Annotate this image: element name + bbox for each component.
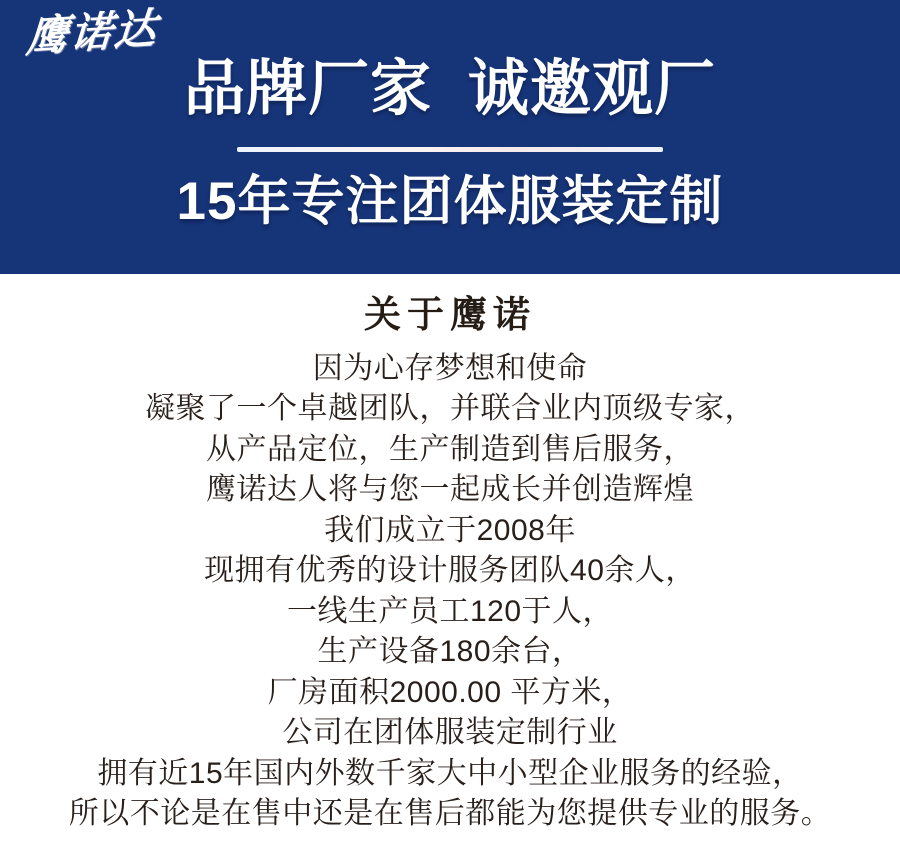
about-line: 一线生产员工120于人， <box>286 594 614 628</box>
about-line: 我们成立于2008年 <box>324 513 576 547</box>
title-divider <box>237 147 663 152</box>
about-heading: 关于鹰诺 <box>364 294 536 335</box>
about-line: 所以不论是在售中还是在售后都能为您提供专业的服务。 <box>68 797 832 831</box>
about-paragraph <box>0 349 900 835</box>
about-line: 鹰诺达人将与您一起成长并创造辉煌 <box>206 473 694 507</box>
about-line: 拥有近15年国内外数千家大中小型企业服务的经验， <box>97 756 803 790</box>
about-line: 公司在团体服装定制行业 <box>282 716 618 750</box>
about-line: 从产品定位，生产制造到售后服务， <box>206 432 694 466</box>
about-line: 因为心存梦想和使命 <box>312 351 588 385</box>
about-line: 厂房面积2000.00 平方米， <box>267 675 633 709</box>
about-line: 生产设备180余台， <box>317 635 583 669</box>
banner-title: 品牌厂家 诚邀观厂 <box>184 54 716 122</box>
about-section <box>0 295 900 835</box>
about-line: 凝聚了一个卓越团队，并联合业内顶级专家， <box>145 392 755 426</box>
banner-header <box>0 0 900 274</box>
about-line: 现拥有优秀的设计服务团队40余人， <box>204 554 696 588</box>
banner-subtitle: 15年专注团体服装定制 <box>176 172 724 232</box>
brand-logo: 鹰诺达 <box>24 4 160 61</box>
